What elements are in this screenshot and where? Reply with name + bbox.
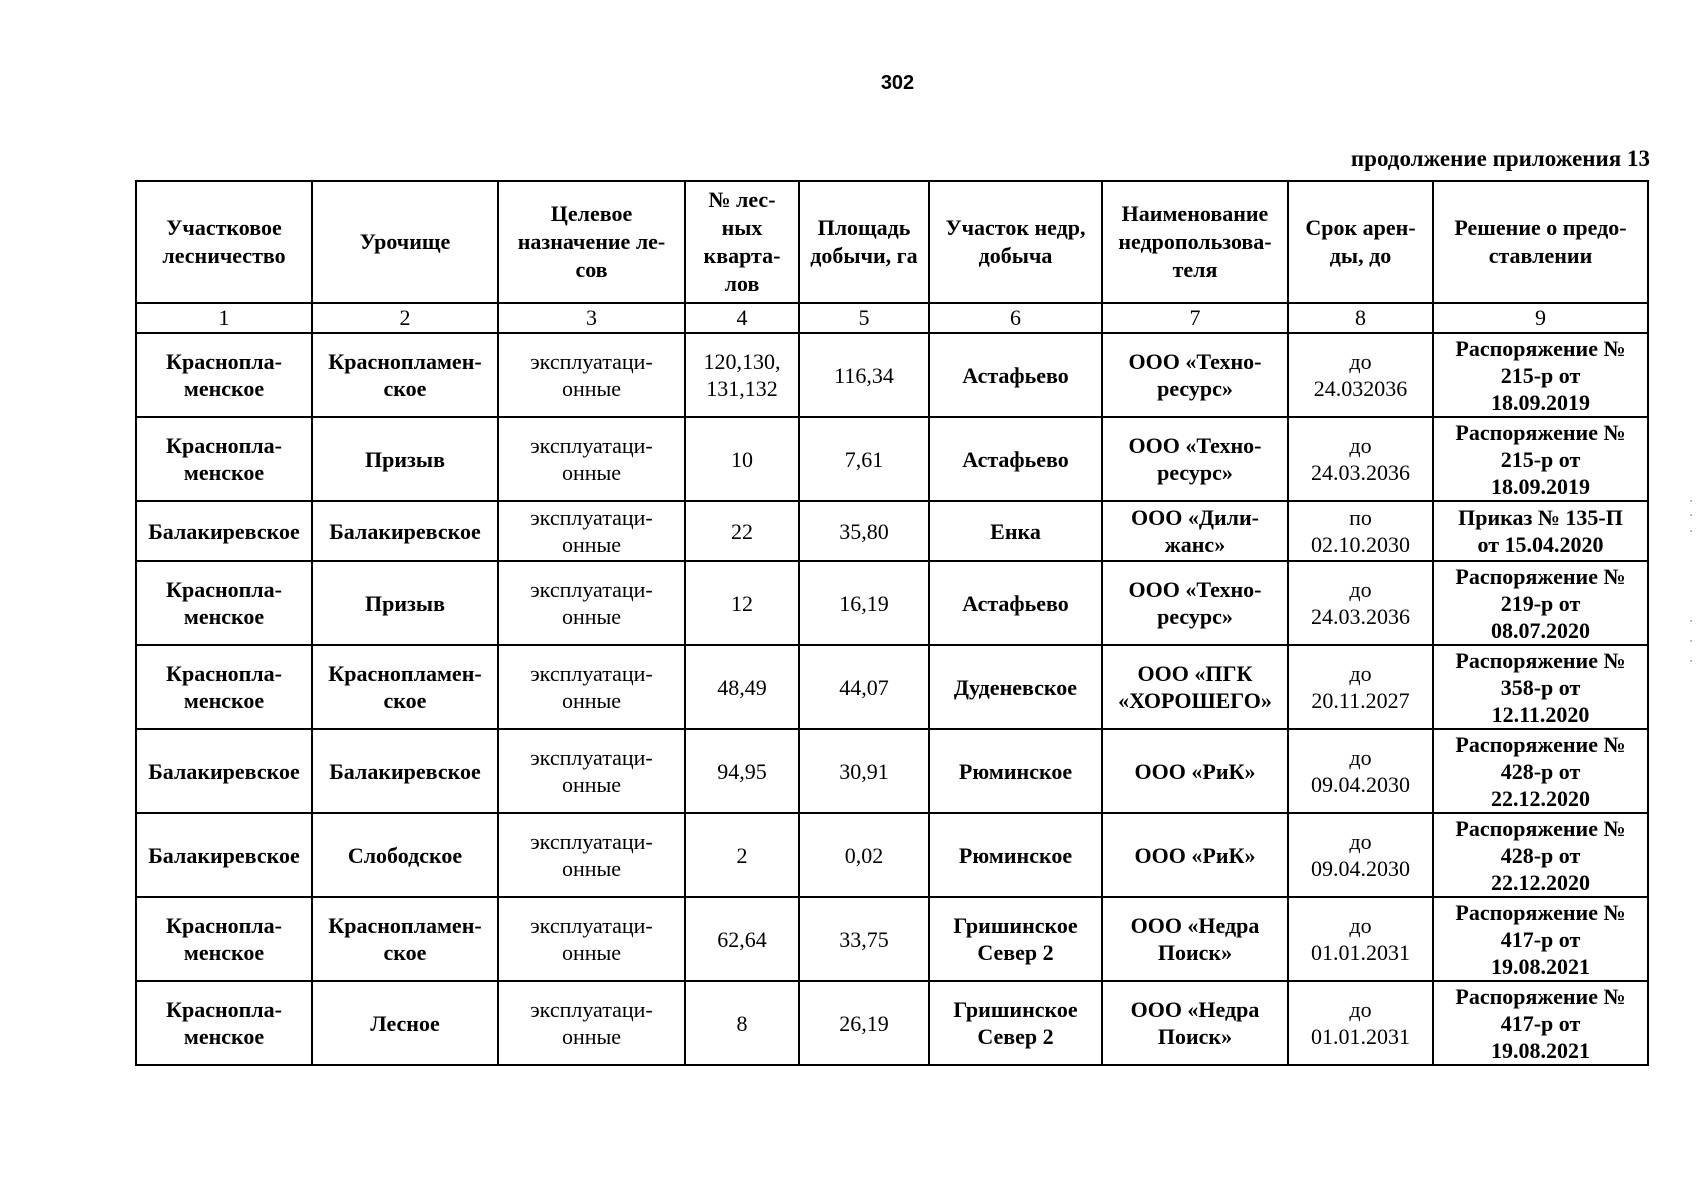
cell-text: 44,07 xyxy=(839,674,889,700)
table-row xyxy=(136,729,1648,813)
table-cell xyxy=(1102,897,1288,981)
margin-scan-marks xyxy=(1686,500,1700,700)
table-cell xyxy=(799,645,929,729)
header-cell: Площадь добычи, га xyxy=(799,181,929,303)
header-cell: № лес- ных кварта- лов xyxy=(685,181,799,303)
table-cell xyxy=(799,501,929,561)
column-number-row xyxy=(136,303,1648,333)
table-cell xyxy=(1433,813,1648,897)
table-cell xyxy=(1288,645,1433,729)
table-cell xyxy=(312,417,498,501)
cell-text: эксплуатаци- онные xyxy=(530,997,653,1049)
cell-text: 12 xyxy=(731,590,753,616)
cell-text: 94,95 xyxy=(717,758,767,784)
table-cell xyxy=(1288,981,1433,1065)
table-cell xyxy=(136,501,312,561)
cell-text: Астафьево xyxy=(962,590,1069,616)
cell-text: Дуденевское xyxy=(953,674,1078,700)
cell-text: Балакиревское xyxy=(329,518,481,544)
cell-text: 35,80 xyxy=(839,518,889,544)
data-table xyxy=(135,180,1649,1066)
cell-text: до 01.01.2031 xyxy=(1311,997,1410,1049)
cell-text: Краснопламен- ское xyxy=(328,661,482,713)
table-cell xyxy=(1102,645,1288,729)
table-cell xyxy=(929,417,1102,501)
header-cell: Участок недр, добыча xyxy=(929,181,1102,303)
table-cell xyxy=(1288,813,1433,897)
table-cell xyxy=(1433,501,1648,561)
cell-text: до 24.032036 xyxy=(1313,349,1408,401)
table-cell xyxy=(799,981,929,1065)
cell-text: 2 xyxy=(736,842,748,868)
table-cell xyxy=(498,417,685,501)
table-cell xyxy=(1433,417,1648,501)
cell-text: Рюминское xyxy=(958,842,1073,868)
table-cell xyxy=(312,897,498,981)
cell-text: Гришинское Север 2 xyxy=(953,913,1078,965)
table-cell xyxy=(1102,561,1288,645)
cell-text: Распоряжение № 417-р от 19.08.2021 xyxy=(1455,899,1626,979)
cell-text: ООО «Недра Поиск» xyxy=(1130,913,1260,965)
table-cell xyxy=(1288,897,1433,981)
cell-text: Распоряжение № 215-р от 18.09.2019 xyxy=(1455,419,1626,499)
cell-text: Призыв xyxy=(365,590,445,616)
header-row xyxy=(136,181,1648,303)
table-cell xyxy=(312,645,498,729)
cell-text: 7,61 xyxy=(844,446,884,472)
table-cell xyxy=(136,897,312,981)
cell-text: до 24.03.2036 xyxy=(1311,577,1410,629)
continuation-label: продолжение приложения 13 xyxy=(1350,146,1650,171)
table-cell xyxy=(1102,417,1288,501)
table-cell xyxy=(1288,561,1433,645)
table-row xyxy=(136,981,1648,1065)
cell-text: эксплуатаци- онные xyxy=(530,505,653,557)
cell-text: Енка xyxy=(990,518,1041,544)
column-number: 9 xyxy=(1433,303,1648,333)
cell-text: Краснопла- менское xyxy=(166,577,282,629)
table-cell xyxy=(1433,729,1648,813)
header-cell: Наименование недропользова- теля xyxy=(1102,181,1288,303)
table-cell xyxy=(498,981,685,1065)
table-cell xyxy=(799,897,929,981)
cell-text: 120,130, 131,132 xyxy=(703,349,781,401)
table-cell xyxy=(685,729,799,813)
cell-text: Балакиревское xyxy=(148,518,300,544)
table-cell xyxy=(498,561,685,645)
cell-text: Призыв xyxy=(365,446,445,472)
table-row xyxy=(136,561,1648,645)
header-cell: Целевое назначение ле- сов xyxy=(498,181,685,303)
header-cell: Участковое лесничество xyxy=(136,181,312,303)
cell-text: 22 xyxy=(731,518,753,544)
column-number: 8 xyxy=(1288,303,1433,333)
table-cell xyxy=(1433,561,1648,645)
cell-text: Балакиревское xyxy=(329,758,481,784)
table-cell xyxy=(312,729,498,813)
table-cell xyxy=(799,813,929,897)
table-cell xyxy=(136,981,312,1065)
column-number: 1 xyxy=(136,303,312,333)
cell-text: до 09.04.2030 xyxy=(1311,829,1410,881)
table-cell xyxy=(1288,333,1433,417)
cell-text: 30,91 xyxy=(839,758,889,784)
table-cell xyxy=(1102,729,1288,813)
table-cell xyxy=(136,645,312,729)
cell-text: Приказ № 135-П от 15.04.2020 xyxy=(1458,505,1623,557)
cell-text: Краснопла- менское xyxy=(166,661,282,713)
cell-text: 48,49 xyxy=(717,674,767,700)
table-cell xyxy=(1288,501,1433,561)
column-number: 2 xyxy=(312,303,498,333)
table-cell xyxy=(685,897,799,981)
cell-text: Краснопла- менское xyxy=(166,433,282,485)
cell-text: 0,02 xyxy=(844,842,884,868)
table-cell xyxy=(799,417,929,501)
cell-text: Краснопламен- ское xyxy=(328,349,482,401)
cell-text: ООО «Недра Поиск» xyxy=(1130,997,1260,1049)
cell-text: эксплуатаци- онные xyxy=(530,349,653,401)
cell-text: ООО «РиК» xyxy=(1134,842,1256,868)
cell-text: Слободское xyxy=(347,842,463,868)
cell-text: Астафьево xyxy=(962,446,1069,472)
cell-text: эксплуатаци- онные xyxy=(530,433,653,485)
cell-text: Краснопла- менское xyxy=(166,349,282,401)
cell-text: эксплуатаци- онные xyxy=(530,577,653,629)
table-cell xyxy=(1102,501,1288,561)
table-cell xyxy=(1433,981,1648,1065)
table-cell xyxy=(929,981,1102,1065)
table-cell xyxy=(799,729,929,813)
table-cell xyxy=(929,561,1102,645)
cell-text: 33,75 xyxy=(839,926,889,952)
cell-text: 62,64 xyxy=(717,926,767,952)
table-body xyxy=(136,333,1648,1065)
table-cell xyxy=(1433,333,1648,417)
cell-text: Астафьево xyxy=(962,362,1069,388)
cell-text: эксплуатаци- онные xyxy=(530,913,653,965)
table-cell xyxy=(1102,333,1288,417)
cell-text: Балакиревское xyxy=(148,758,300,784)
cell-text: эксплуатаци- онные xyxy=(530,661,653,713)
column-number: 3 xyxy=(498,303,685,333)
table-cell xyxy=(685,501,799,561)
cell-text: 16,19 xyxy=(839,590,889,616)
cell-text: до 24.03.2036 xyxy=(1311,433,1410,485)
table-cell xyxy=(929,501,1102,561)
cell-text: 8 xyxy=(736,1010,748,1036)
cell-text: ООО «РиК» xyxy=(1134,758,1256,784)
cell-text: Рюминское xyxy=(958,758,1073,784)
cell-text: ООО «ПГК «ХОРОШЕГО» xyxy=(1118,661,1272,713)
column-number: 7 xyxy=(1102,303,1288,333)
header-cell: Срок арен- ды, до xyxy=(1288,181,1433,303)
table-cell xyxy=(312,333,498,417)
table-row xyxy=(136,501,1648,561)
table-cell xyxy=(685,813,799,897)
cell-text: Распоряжение № 215-р от 18.09.2019 xyxy=(1455,335,1626,415)
cell-text: Распоряжение № 417-р от 19.08.2021 xyxy=(1455,983,1626,1063)
header-cell: Решение о предо- ставлении xyxy=(1433,181,1648,303)
table-cell xyxy=(312,501,498,561)
table-cell xyxy=(685,981,799,1065)
table-cell xyxy=(929,813,1102,897)
table-cell xyxy=(1288,729,1433,813)
table-cell xyxy=(498,813,685,897)
table-cell xyxy=(498,897,685,981)
table-row xyxy=(136,813,1648,897)
table-cell xyxy=(799,561,929,645)
cell-text: Распоряжение № 219-р от 08.07.2020 xyxy=(1455,563,1626,643)
table-cell xyxy=(312,813,498,897)
cell-text: ООО «Техно- ресурс» xyxy=(1128,577,1262,629)
table-cell xyxy=(1288,417,1433,501)
cell-text: Гришинское Север 2 xyxy=(953,997,1078,1049)
table-cell xyxy=(1102,981,1288,1065)
table-cell xyxy=(1433,897,1648,981)
table-cell xyxy=(498,333,685,417)
cell-text: 10 xyxy=(731,446,753,472)
table-cell xyxy=(929,729,1102,813)
cell-text: Лесное xyxy=(370,1010,440,1036)
table-cell xyxy=(685,333,799,417)
table-cell xyxy=(929,333,1102,417)
table-cell xyxy=(136,813,312,897)
cell-text: Краснопла- менское xyxy=(166,997,282,1049)
table-row xyxy=(136,897,1648,981)
table-cell xyxy=(498,729,685,813)
column-number: 6 xyxy=(929,303,1102,333)
table-cell xyxy=(685,561,799,645)
table-row xyxy=(136,417,1648,501)
table-row xyxy=(136,645,1648,729)
cell-text: Краснопламен- ское xyxy=(328,913,482,965)
column-number: 4 xyxy=(685,303,799,333)
table-cell xyxy=(312,561,498,645)
cell-text: ООО «Техно- ресурс» xyxy=(1128,433,1262,485)
cell-text: Распоряжение № 428-р от 22.12.2020 xyxy=(1455,731,1626,811)
cell-text: Распоряжение № 428-р от 22.12.2020 xyxy=(1455,815,1626,895)
table-row xyxy=(136,333,1648,417)
table-cell xyxy=(312,981,498,1065)
cell-text: до 09.04.2030 xyxy=(1311,745,1410,797)
table-cell xyxy=(136,333,312,417)
cell-text: до 01.01.2031 xyxy=(1311,913,1410,965)
table-cell xyxy=(929,897,1102,981)
table-cell xyxy=(1102,813,1288,897)
table-cell xyxy=(799,333,929,417)
table-cell xyxy=(136,417,312,501)
cell-text: по 02.10.2030 xyxy=(1311,505,1410,557)
cell-text: 116,34 xyxy=(834,362,894,388)
cell-text: ООО «Техно- ресурс» xyxy=(1128,349,1262,401)
table-cell xyxy=(685,645,799,729)
column-number: 5 xyxy=(799,303,929,333)
cell-text: ООО «Дили- жанс» xyxy=(1131,505,1259,557)
cell-text: Краснопла- менское xyxy=(166,913,282,965)
page-number: 302 xyxy=(880,72,915,94)
cell-text: 26,19 xyxy=(839,1010,889,1036)
cell-text: эксплуатаци- онные xyxy=(530,745,653,797)
table-cell xyxy=(136,729,312,813)
cell-text: до 20.11.2027 xyxy=(1311,661,1410,713)
table-cell xyxy=(929,645,1102,729)
table-cell xyxy=(136,561,312,645)
header-cell: Урочище xyxy=(312,181,498,303)
table-cell xyxy=(1433,645,1648,729)
table-cell xyxy=(498,501,685,561)
table-cell xyxy=(498,645,685,729)
cell-text: Распоряжение № 358-р от 12.11.2020 xyxy=(1455,647,1626,727)
cell-text: эксплуатаци- онные xyxy=(530,829,653,881)
table-cell xyxy=(685,417,799,501)
cell-text: Балакиревское xyxy=(148,842,300,868)
